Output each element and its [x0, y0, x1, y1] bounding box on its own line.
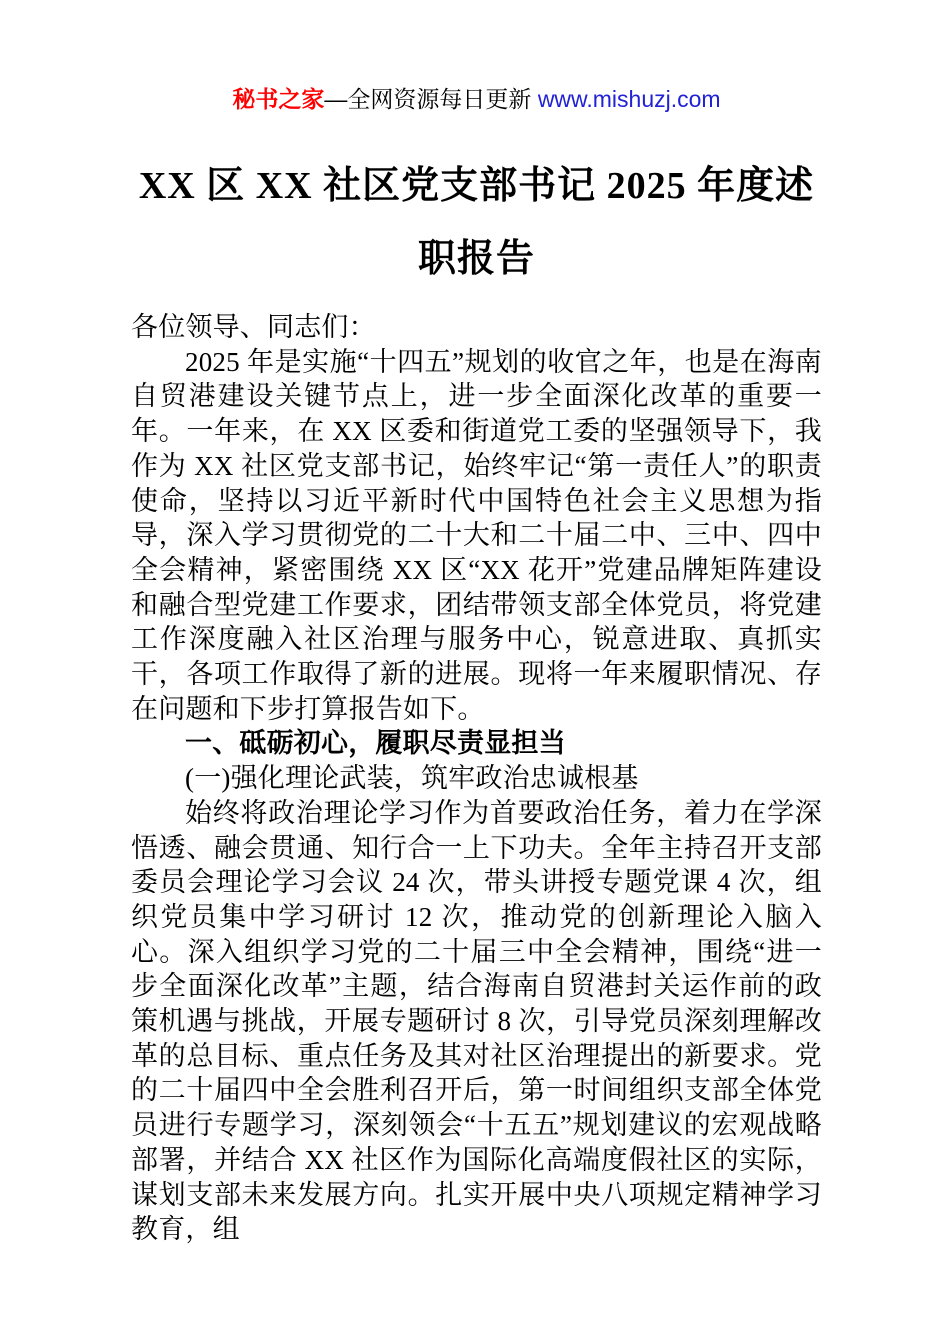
document-body: [131, 310, 822, 1247]
theory-study-paragraph: 始终将政治理论学习作为首要政治任务，着力在学深悟透、融会贯通、知行合一上下功夫。全年主持召开支部委员会理论学习会议 24 次，带头讲授专题党课 4 次，组织党员集中学习研讨 12 次，推动党的创新理论入脑入心。深入组织学习党的二十届三中全会精神，围绕“进一步全面深化改革”主题，结合海南自贸港封关运作前的政策机遇与挑战，开展专题研讨 8 次，引导党员深刻理解改革的总目标、重点任务及其对社区治理提出的新要求。党的二十届四中全会胜利召开后，第一时间组织支部全体党员进行专题学习，深刻领会“十五五”规划建议的宏观战略部署，并结合 XX 社区作为国际化高端度假社区的实际，谋划支部未来发展方向。扎实开展中央八项规定精神学习教育，组: [131, 797, 822, 1245]
document-title: XX 区 XX 社区党支部书记 2025 年度述职报告: [138, 165, 815, 280]
salutation-line: 各位领导、同志们：: [131, 312, 376, 342]
site-url-link[interactable]: www.mishuzj.com: [537, 86, 721, 112]
site-header: [131, 84, 822, 114]
intro-paragraph: 2025 年是实施“十四五”规划的收官之年，也是在海南自贸港建设关键节点上，进一步全面深化改革的重要一年。一年来，在 XX 区委和街道党工委的坚强领导下，我作为 XX 社区党支部书记，始终牢记“第一责任人”的职责使命，坚持以习近平新时代中国特色社会主义思想为指导，深入学习贯彻党的二十大和二十届二中、三中、四中全会精神，紧密围绕 XX 区“XX 花开”党建品牌矩阵建设和融合型党建工作要求，团结带领支部全体党员，将党建工作深度融入社区治理与服务中心，锐意进取、真抓实干，各项工作取得了新的进展。现将一年来履职情况、存在问题和下步打算报告如下。: [131, 346, 822, 724]
site-tagline: —全网资源每日更新: [324, 86, 538, 112]
site-name: 秘书之家: [232, 86, 325, 112]
section-1-heading: 一、砥砺初心，履职尽责显担当: [185, 728, 566, 759]
section-1-subheading-1: (一)强化理论武装，筑牢政治忠诚根基: [185, 763, 639, 794]
